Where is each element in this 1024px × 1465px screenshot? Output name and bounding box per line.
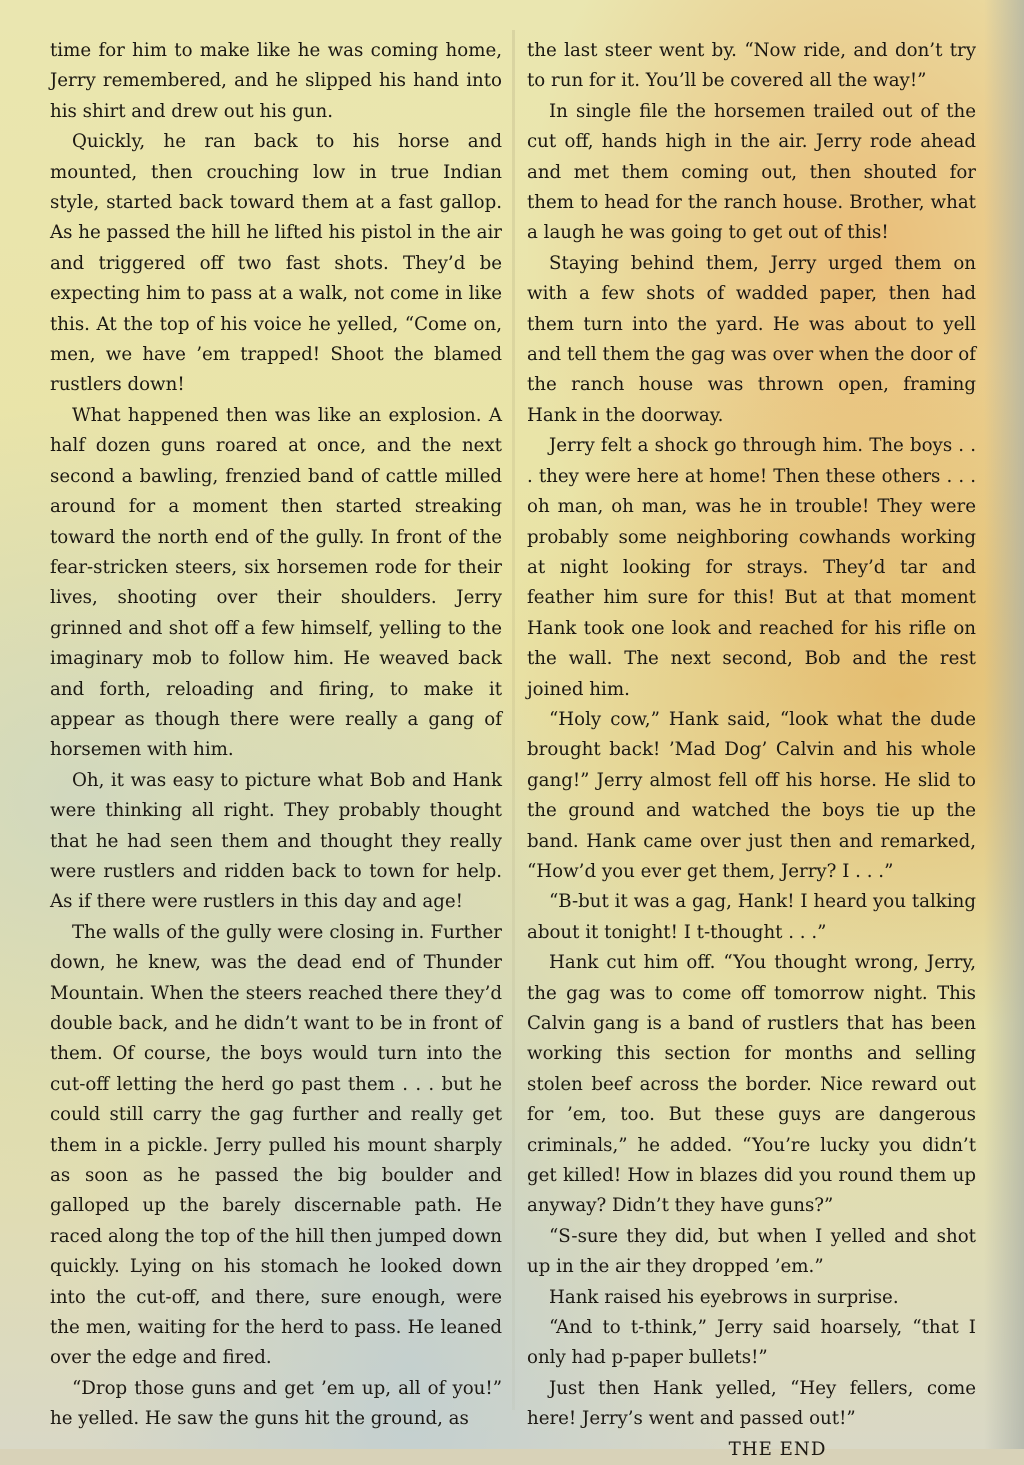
paragraph: Just then Hank yelled, “Hey fellers, come here! Jerry’s went and passed out!” (527, 1377, 976, 1430)
paragraph: “S-sure they did, but when I yelled and shot up in the air they dropped ’em.” (527, 1225, 976, 1278)
paragraph: Staying behind them, Jerry urged them on with a few shots of wadded paper, then had them turn into the yard. He was about to yell and tell them the gag was over when the door of the ranch house was thrown open, framing Hank in the doorway. (527, 252, 976, 426)
page-edge-stain (984, 0, 1024, 1449)
paragraph: Oh, it was easy to picture what Bob and Hank were thinking all right. They probably thought that he had seen them and thought they really were rustlers and ridden back to town for help. As if there were rustlers in this day and age! (50, 769, 502, 913)
paragraph: What happened then was like an explosion. A half dozen guns roared at once, and the next second a bawling, frenzied band of cattle milled around for a moment then started streaking toward the north end of the gully. In front of the fear-stricken steers, six horsemen rode for their lives, shooting over their shoulders. Jerry grinned and shot off a few himself, yelling to the imaginary mob to follow him. He weaved back and forth, reloading and firing, to make it appear as though there were really a gang of horsemen with him. (50, 404, 502, 761)
paragraph: Quickly, he ran back to his horse and mounted, then crouching low in true Indian style, started back toward them at a fast gallop. As he passed the hill he lifted his pistol in the air and triggered off two fast shots. They’d be expecting him to pass at a walk, not come in like this. At the top of his voice he yelled, “Come on, men, we have ’em trapped! Shoot the blamed rustlers down! (50, 131, 503, 396)
paragraph: “Holy cow,” Hank said, “look what the dude brought back! ’Mad Dog’ Calvin and his whole gang!” Jerry almost fell off his horse. He slid to the ground and watched the boys tie up the band. Hank came over just then and remarked, “How’d you ever get them, Jerry? I . . .” (527, 708, 976, 882)
paragraph: “And to t-think,” Jerry said hoarsely, “that I only had p-paper bullets!” (527, 1317, 976, 1369)
right-column (527, 36, 976, 1465)
paragraph: “B-but it was a gag, Hank! I heard you talking about it tonight! I t-thought . . .” (527, 891, 976, 943)
paragraph: Jerry felt a shock go through him. The boys . . . they were here at home! Then these others . . . oh man, oh man, was he in trouble! They were probably some neighboring cowhands working at night looking for strays. They’d tar and feather him sure for this! But at that moment Hank took one look and reached for his rifle on the wall. The next second, Bob and the rest joined him. (527, 435, 976, 700)
the-end-label: THE END (728, 1438, 827, 1460)
paragraph: Hank cut him off. “You thought wrong, Jerry, the gag was to come off tomorrow night. This Calvin gang is a band of rustlers that has been working this section for months and selling stolen beef across the border. Nice reward out for ’em, too. But these guys are dangerous criminals,” he added. “You’re lucky you didn’t get killed! How in blazes did you round them up anyway? Didn’t they have guns?” (527, 952, 976, 1217)
paragraph: the last steer went by. “Now ride, and don’t try to run for it. You’ll be covered all the way!” (527, 40, 976, 92)
left-column (50, 36, 502, 1435)
column-gutter (512, 30, 515, 1410)
paragraph: The walls of the gully were closing in. Further down, he knew, was the dead end of Thunder Mountain. When the steers reached there they’d double back, and he didn’t want to be in front of them. Of course, the boys would turn into the cut-off letting the herd go past them . . . but he could still carry the gag further and really get them in a pickle. Jerry pulled his mount sharply as soon as he passed the big boulder and galloped up the barely discernable path. He raced along the top of the hill then jumped down quickly. Lying on his stomach he looked down into the cut-off, and there, sure enough, were the men, waiting for the herd to pass. He leaned over the edge and fired. (50, 921, 502, 1369)
paragraph: “Drop those guns and get ’em up, all of you!” he yelled. He saw the guns hit the ground, as (50, 1377, 502, 1430)
paragraph: time for him to make like he was coming home, Jerry remembered, and he slipped his hand into his shirt and drew out his gun. (50, 40, 502, 122)
paragraph: Hank raised his eyebrows in surprise. (549, 1286, 899, 1308)
paragraph: In single file the horsemen trailed out of the cut off, hands high in the air. Jerry rode ahead and met them coming out, then shouted for them to head for the ranch house. Brother, what a laugh he was going to get out of this! (527, 100, 976, 244)
